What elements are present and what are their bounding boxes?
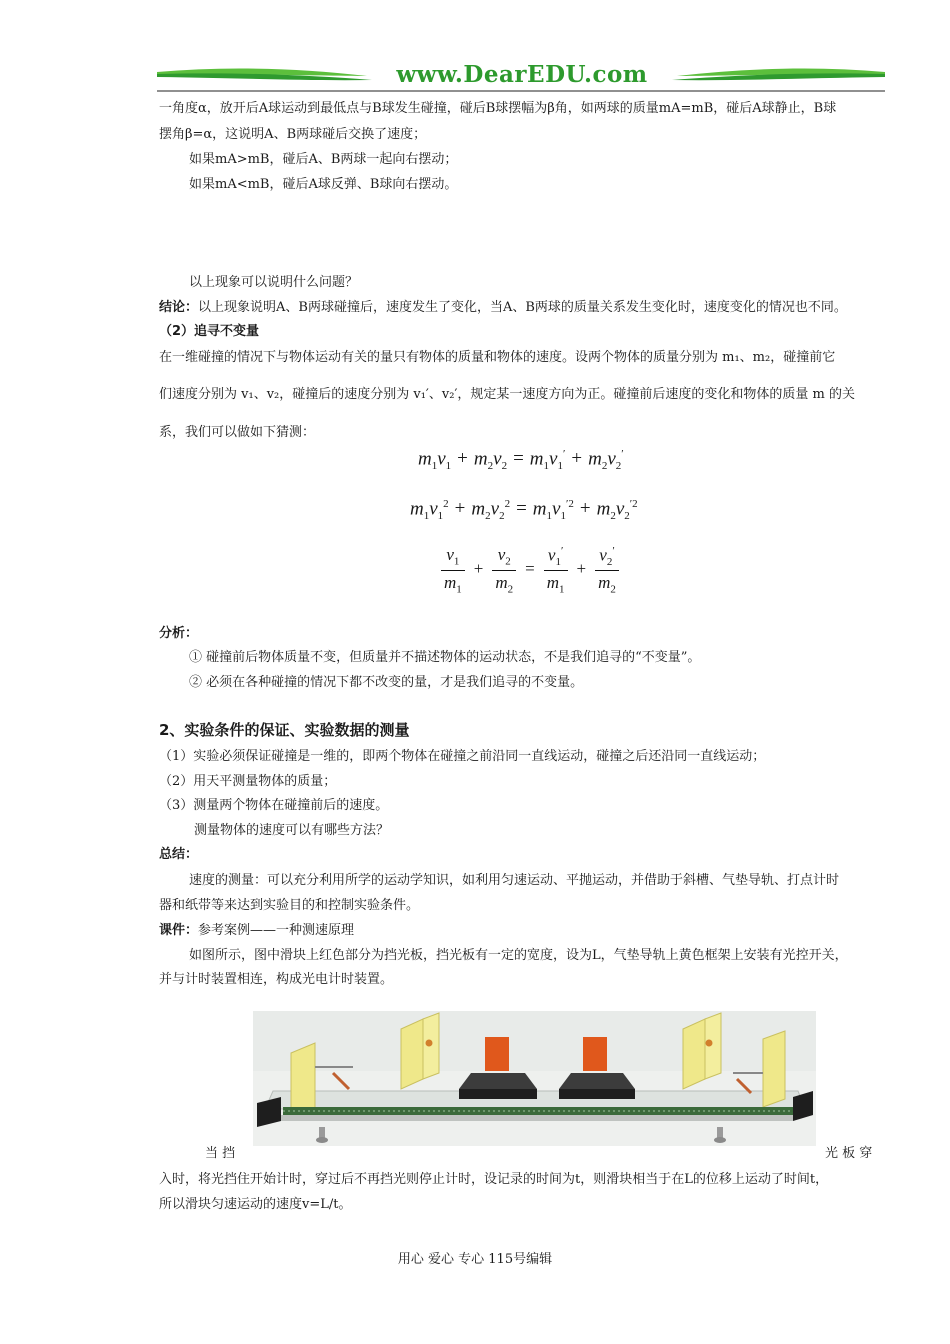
equation-ratio: $\frac{v_1}{m_1}$ + $\frac{v_2}{m_2}$ = $\frac{v_1'}{m_1}$ + $\frac{v_2'}{m_2}$	[438, 545, 622, 595]
after-figure-right-fragment: 光 板 穿	[825, 1146, 873, 1161]
air-track-figure	[253, 1011, 816, 1146]
equation-energy: $m_1v_1^2 + m_2v_2^2 = m_1v_1^{'2} + m_2v_2^{'2}$	[410, 498, 638, 523]
after-figure-line1: 入时，将光挡住开始计时，穿过后不再挡光则停止计时，设记录的时间为t，则滑块相当于在L的位移上运动了时间t，	[159, 1172, 829, 1187]
conclusion-label: 结论：	[159, 300, 199, 315]
paragraph1-line1: 一角度α，放开后A球运动到最低点与B球发生碰撞，碰后B球摆幅为β角，如两球的质量mA=mB，碰后A球静止，B球	[159, 101, 837, 116]
invariant-line3: 系，我们可以做如下猜测：	[159, 425, 316, 440]
summary-label: 总结：	[159, 847, 199, 862]
equation-momentum: $m_1v_1 + m_2v_2 = m_1v_1' + m_2v_2'$	[418, 448, 624, 473]
section2-item1: （1）实验必须保证碰撞是一维的，即两个物体在碰撞之前沿同一直线运动，碰撞之后还沿同一直线运动；	[159, 749, 766, 764]
site-name: www.DearEDU.com	[396, 61, 648, 88]
header-banner	[157, 62, 885, 94]
courseware-label: 课件：	[159, 923, 199, 938]
section2-question: 测量物体的速度可以有哪些方法？	[194, 823, 390, 838]
section2-item2: （2）用天平测量物体的质量；	[159, 774, 337, 789]
conclusion	[159, 299, 884, 317]
question1: 以上现象可以说明什么问题？	[189, 275, 359, 290]
analysis-item2: ② 必须在各种碰撞的情况下都不改变的量，才是我们追寻的不变量。	[189, 675, 584, 690]
courseware-line2: 并与计时装置相连，构成光电计时装置。	[159, 972, 394, 987]
courseware-line1: 如图所示，图中滑块上红色部分为挡光板，挡光板有一定的宽度，设为L，气垫导轨上黄色框架上安装有光控开关，	[189, 948, 848, 963]
after-figure-line2: 所以滑块匀速运动的速度v=L/t。	[159, 1197, 352, 1212]
analysis-label: 分析：	[159, 626, 199, 641]
summary-line2: 器和纸带等来达到实验目的和控制实验条件。	[159, 898, 420, 913]
invariant-line2: 们速度分别为 v₁、v₂，碰撞后的速度分别为 v₁′、v₂′，规定某一速度方向为正。碰撞前后速度的变化和物体的质量 m 的关	[159, 387, 855, 402]
paragraph1-line2: 摆角β=α，这说明A、B两球碰后交换了速度；	[159, 127, 427, 142]
paragraph1-line4: 如果mA<mB，碰后A球反弹、B球向右摆动。	[189, 177, 458, 192]
invariant-line1: 在一维碰撞的情况下与物体运动有关的量只有物体的质量和物体的速度。设两个物体的质量分别为 m₁、m₂，碰撞前它	[159, 350, 836, 365]
footer-text: 用心 爱心 专心 115号编辑	[397, 1252, 553, 1267]
analysis-item1: ① 碰撞前后物体质量不变，但质量并不描述物体的运动状态，不是我们追寻的“不变量”。	[189, 650, 701, 665]
section2-item3: （3）测量两个物体在碰撞前后的速度。	[159, 798, 389, 813]
conclusion-text: 以上现象说明A、B两球碰撞后，速度发生了变化，当A、B两球的质量关系发生变化时，速度变化的情况也不同。	[198, 300, 847, 315]
summary-line1: 速度的测量：可以充分利用所学的运动学知识，如利用匀速运动、平抛运动，并借助于斜槽、气垫导轨、打点计时	[189, 873, 840, 888]
section-invariant-title: （2）追寻不变量	[159, 324, 260, 339]
courseware	[159, 922, 884, 940]
paragraph1-line3: 如果mA>mB，碰后A、B两球一起向右摆动；	[189, 152, 458, 167]
section2-title: 2、实验条件的保证、实验数据的测量	[159, 721, 410, 739]
air-track-illustration	[253, 1011, 816, 1146]
courseware-text: 参考案例——一种测速原理	[198, 923, 355, 938]
after-figure-left-fragment: 当 挡	[205, 1146, 236, 1161]
